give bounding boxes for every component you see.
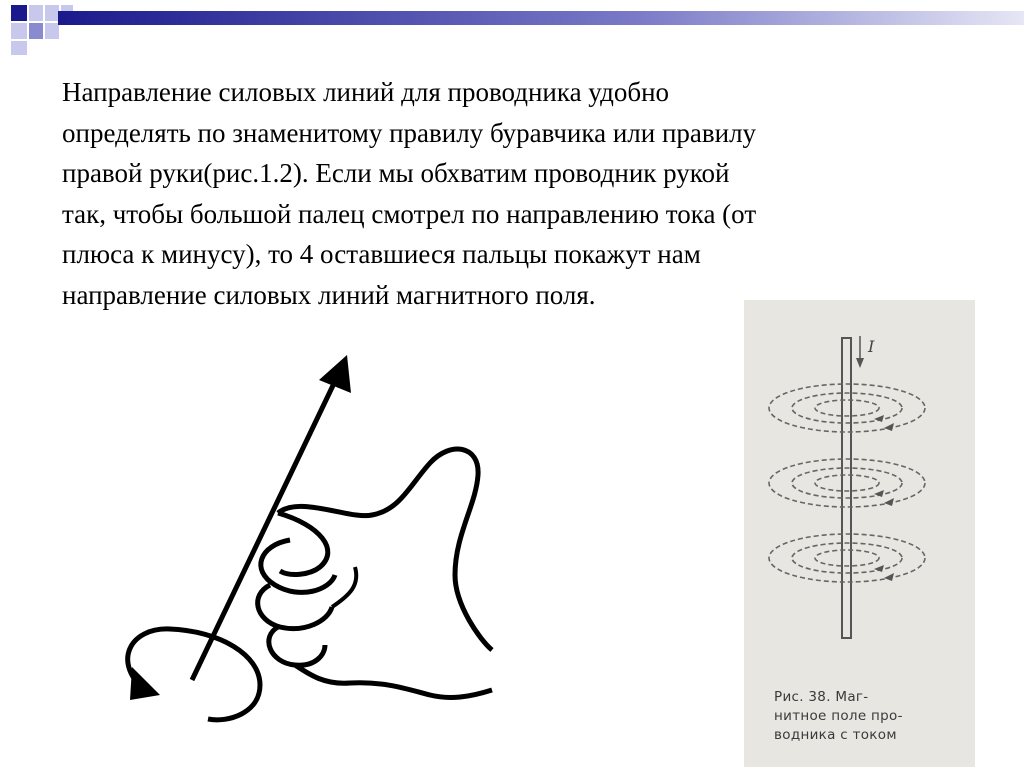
header-square-light-1	[29, 5, 43, 21]
hand-finger-1	[278, 513, 328, 574]
current-arrowhead	[856, 358, 864, 368]
paragraph-line-2: определять по знаменитому правилу буравчика или правилу	[62, 117, 757, 148]
paragraph-line-1: Направление силовых линий для проводника удобно	[62, 77, 670, 107]
hand-palm-outline	[295, 665, 492, 697]
main-paragraph	[62, 72, 962, 315]
field-ring-1c	[815, 400, 879, 416]
header-square-light-5	[11, 41, 27, 55]
field-direction-tick-5	[884, 573, 894, 581]
paragraph-line-4: так, чтобы большой палец смотрел по направлению тока (от	[62, 198, 757, 229]
paragraph-line-6: направление силовых линий магнитного поля.	[62, 279, 596, 310]
header-gradient-bar	[58, 11, 1024, 25]
field-direction-tick-3	[884, 498, 894, 506]
header-square-dark-1	[11, 5, 27, 21]
current-label: I	[868, 337, 875, 356]
header-square-light-3	[45, 5, 59, 21]
textbook-figure-photo	[744, 300, 975, 767]
right-hand-rule-illustration	[110, 345, 510, 735]
field-ring-1b	[792, 393, 902, 423]
header-square-light-4	[45, 23, 59, 39]
slide-header-decoration	[0, 0, 1024, 60]
current-direction-arrow-shaft	[192, 375, 338, 680]
caption-line-3: водника с током	[774, 727, 897, 743]
field-ring-3c	[815, 550, 879, 566]
hand-thumb-outline	[278, 449, 492, 650]
conductor-wire	[842, 338, 851, 638]
field-circle-arrowhead	[130, 667, 160, 700]
caption-line-2: нитное поле про-	[774, 708, 903, 724]
caption-line-1: Рис. 38. Маг-	[774, 689, 869, 705]
hand-palm-inner	[332, 567, 356, 607]
figure-caption	[774, 688, 974, 745]
hand-finger-4	[269, 627, 325, 665]
header-square-light-2	[11, 23, 27, 39]
paragraph-line-3: правой руки(рис.1.2). Если мы обхватим проводник рукой	[62, 158, 730, 188]
header-square-mid-1	[29, 23, 43, 39]
paragraph-line-5: плюса к минусу), то 4 оставшиеся пальцы покажут нам	[62, 239, 701, 269]
field-ring-3b	[792, 543, 902, 573]
field-direction-tick-1	[884, 423, 894, 431]
field-ring-2c	[815, 475, 879, 491]
field-ring-2b	[792, 468, 902, 498]
current-direction-arrowhead	[319, 355, 351, 393]
